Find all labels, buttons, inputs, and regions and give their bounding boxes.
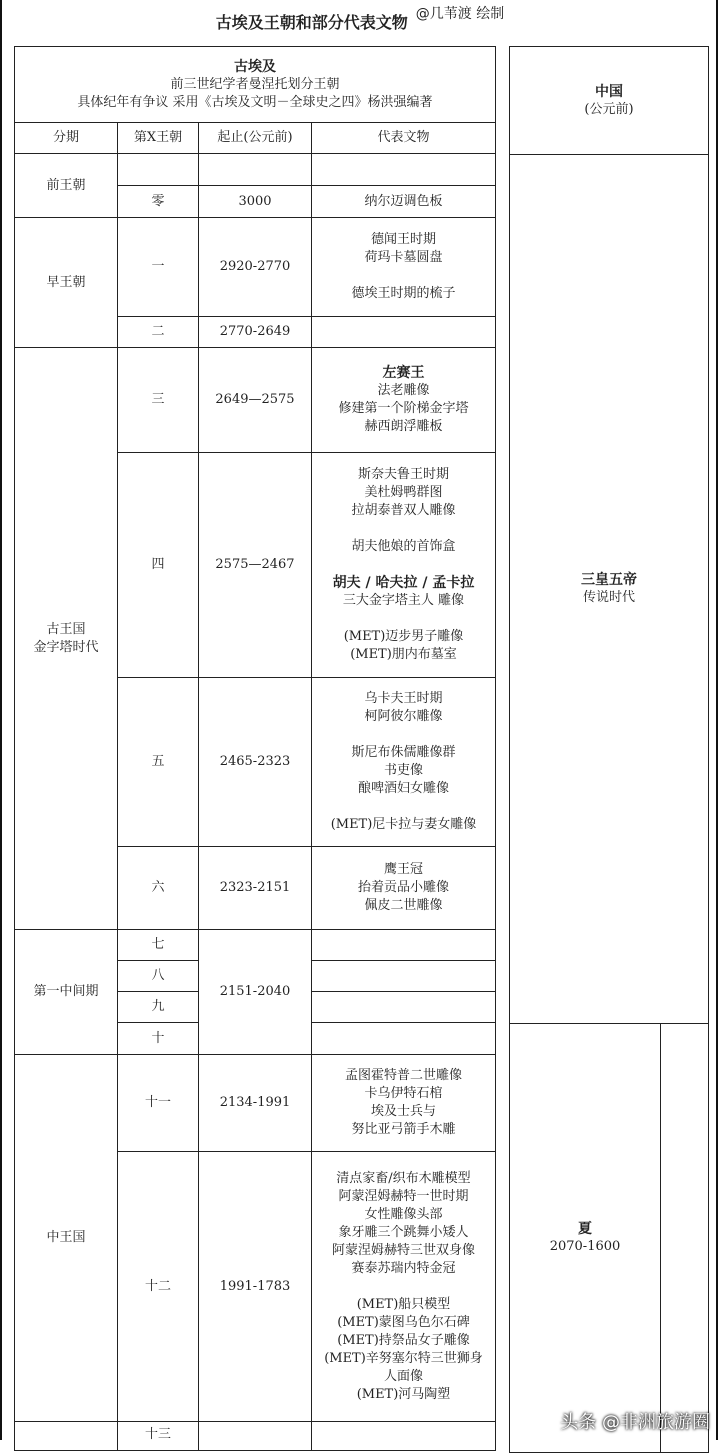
col-header-period (14, 122, 118, 154)
artifact-cell-2 (311, 316, 496, 348)
dynasty-cell-2 (117, 316, 199, 348)
range-label: 2770-2649 (219, 324, 291, 339)
artifact-text: 斯奈夫鲁王时期 (357, 467, 449, 482)
artifact-cell-12 (311, 1151, 496, 1422)
range-cell-0 (198, 185, 312, 218)
artifact-text: 德埃王时期的梳子 (351, 286, 456, 301)
dynasty-label: 零 (151, 193, 165, 209)
dynasty-label: 二 (151, 324, 165, 339)
period-middle-label: 中王国 (46, 1230, 86, 1245)
dynasty-cell-5 (117, 677, 199, 847)
dynasty-cell-10 (117, 1022, 199, 1055)
dynasty-label: 九 (151, 999, 165, 1014)
artifact-text: 埃及士兵与 (370, 1104, 436, 1119)
china-title: 中国 (595, 83, 623, 100)
dynasty-label: 七 (151, 937, 165, 952)
range-cell-6 (198, 846, 312, 930)
artifact-text: 赫西朗浮雕板 (364, 419, 443, 434)
egypt-header (14, 46, 496, 123)
artifact-text: 阿蒙涅姆赫特三世双身像 (331, 1242, 475, 1258)
artifact-cell-0 (311, 185, 496, 218)
range-label: 1991-1783 (219, 1278, 291, 1294)
china-side-cell (660, 1023, 709, 1453)
artifact-text: 三大金字塔主人 雕像 (342, 593, 465, 608)
artifact-text: 斯尼布侏儒雕像群 (351, 745, 456, 760)
artifact-heading: 左赛王 (382, 365, 425, 381)
artifact-text: 修建第一个阶梯金字塔 (338, 401, 469, 416)
china-era-range: 2070-1600 (549, 1239, 621, 1254)
china-era-title: 夏 (578, 1221, 592, 1237)
artifact-cell-9 (311, 991, 496, 1023)
period-predynastic-label: 前王朝 (46, 177, 86, 193)
range-cell-12 (198, 1151, 312, 1422)
col-header-range (198, 122, 312, 154)
artifact-cell-5 (311, 677, 496, 847)
period-old-kingdom (14, 347, 118, 930)
range-cell-13 (198, 1421, 312, 1451)
dynasty-cell-blank (117, 153, 199, 186)
col-header-dynasty (117, 122, 199, 154)
artifact-text: 柯阿彼尔雕像 (364, 709, 443, 724)
dynasty-cell-4 (117, 452, 199, 678)
dynasty-cell-12 (117, 1151, 199, 1422)
egypt-subtitle: 前三世纪学者曼涅托划分王朝 (170, 76, 340, 92)
china-sanhuang-cell (509, 154, 709, 1024)
page-header (0, 0, 720, 44)
artifact-cell-11 (311, 1054, 496, 1152)
artifact-text: (MET)河马陶塑 (356, 1386, 451, 1402)
artifact-text: 卡乌伊特石棺 (364, 1086, 443, 1101)
period-old-label: 古王国 (46, 621, 86, 637)
period-first-intermediate-label: 第一中间期 (33, 984, 99, 999)
dynasty-label: 十 (151, 1030, 165, 1046)
egypt-source-note: 具体纪年有争议 采用《古埃及文明－全球史之四》杨洪强编著 (77, 94, 433, 110)
artifact-cell-8 (311, 960, 496, 992)
dynasty-cell-11 (117, 1054, 199, 1152)
col-header-artifacts (311, 122, 496, 154)
artifact-cell-7 (311, 929, 496, 961)
range-cell-2 (198, 316, 312, 348)
dynasty-cell-6 (117, 846, 199, 930)
period-first-intermediate (14, 929, 118, 1055)
range-label: 3000 (238, 193, 272, 209)
watermark: 头条 @非洲旅游圈 (560, 1412, 710, 1433)
artifact-text: 胡夫他娘的首饰盒 (351, 539, 456, 554)
artifact-text: 女性雕像头部 (364, 1206, 443, 1222)
col-header-period-label: 分期 (52, 130, 79, 145)
artifact-text: 乌卡夫王时期 (364, 691, 443, 706)
artifact-text: 鹰王冠 (383, 862, 423, 877)
china-xia-cell (509, 1023, 661, 1453)
page-title: 古埃及王朝和部分代表文物 (215, 13, 408, 32)
range-label: 2465-2323 (219, 754, 291, 769)
dynasty-cell-9 (117, 991, 199, 1023)
artifact-cell-3 (311, 347, 496, 453)
dynasty-label: 六 (151, 880, 165, 895)
col-header-range-label: 起止(公元前) (217, 130, 293, 145)
range-label: 2151-2040 (219, 984, 291, 999)
range-label: 2134-1991 (219, 1095, 291, 1110)
artifact-text: (MET)蒙图乌色尔石碑 (337, 1314, 470, 1330)
dynasty-label: 十三 (144, 1427, 171, 1442)
artifact-text: 抬着贡品小雕像 (357, 880, 449, 895)
artifact-text: 努比亚弓箭手木雕 (351, 1122, 456, 1137)
dynasty-label: 一 (151, 259, 165, 274)
dynasty-cell-0 (117, 185, 199, 218)
range-cell-7-10 (198, 929, 312, 1055)
artifact-cell-6 (311, 846, 496, 930)
range-label: 2575—2467 (215, 557, 295, 572)
artifact-text: 法老雕像 (377, 383, 430, 398)
artifact-text: 荷玛卡墓圆盘 (364, 250, 443, 265)
col-header-artifacts-label: 代表文物 (377, 130, 430, 145)
dynasty-label: 十二 (144, 1278, 171, 1294)
dynasty-cell-3 (117, 347, 199, 453)
artifact-text: (MET)尼卡拉与妻女雕像 (330, 817, 477, 832)
artifact-text: 清点家畜/织布木雕模型 (336, 1170, 471, 1186)
dynasty-label: 三 (151, 392, 165, 407)
artifact-text: (MET)朋内布墓室 (350, 647, 457, 662)
left-edge-line (0, 0, 2, 1440)
period-predynastic (14, 153, 118, 218)
artifact-text: 酿啤酒妇女雕像 (357, 781, 449, 796)
china-header (509, 46, 709, 155)
artifact-heading: 胡夫 / 哈夫拉 / 孟卡拉 (332, 575, 475, 591)
artifact-text: 佩皮二世雕像 (364, 898, 443, 913)
dynasty-label: 五 (151, 754, 165, 769)
artifact-text: (MET)持祭品女子雕像 (337, 1332, 470, 1348)
range-cell-3 (198, 347, 312, 453)
artifact-text: (MET)船只模型 (356, 1296, 451, 1312)
artifact-text: 纳尔迈调色板 (364, 193, 443, 209)
period-middle-kingdom (14, 1054, 118, 1422)
range-cell-5 (198, 677, 312, 847)
artifact-cell-10 (311, 1022, 496, 1055)
right-edge-line (716, 0, 718, 1440)
range-label: 2649—2575 (215, 392, 295, 407)
artifact-text: 人面像 (383, 1368, 423, 1384)
dynasty-label: 四 (151, 557, 165, 572)
china-era-subtitle: 传说时代 (582, 590, 635, 605)
dynasty-label: 八 (151, 968, 165, 983)
artifact-cell-blank (311, 153, 496, 186)
range-cell-11 (198, 1054, 312, 1152)
range-cell-blank (198, 153, 312, 186)
period-old-sublabel: 金字塔时代 (33, 639, 99, 655)
range-cell-1 (198, 217, 312, 317)
egypt-title: 古埃及 (234, 58, 276, 75)
range-label: 2323-2151 (219, 880, 291, 895)
china-subtitle: (公元前) (584, 101, 634, 117)
artifact-text: 象牙雕三个跳舞小矮人 (338, 1224, 469, 1240)
range-label: 2920-2770 (219, 259, 291, 274)
artifact-text: 孟图霍特普二世雕像 (344, 1068, 462, 1083)
artifact-cell-1 (311, 217, 496, 317)
dynasty-label: 十一 (144, 1095, 171, 1110)
china-era-title: 三皇五帝 (581, 572, 637, 588)
artifact-text: 拉胡泰普双人雕像 (351, 503, 456, 518)
dynasty-cell-7 (117, 929, 199, 961)
artifact-text: 德闻王时期 (370, 232, 436, 247)
artifact-text: (MET)迈步男子雕像 (343, 629, 464, 644)
artifact-text: 阿蒙涅姆赫特一世时期 (338, 1188, 469, 1204)
period-cell-next (14, 1421, 118, 1451)
artifact-text: 赛泰苏瑞内特金冠 (351, 1260, 456, 1276)
period-early-dynastic (14, 217, 118, 348)
col-header-dynasty-label: 第X王朝 (133, 130, 183, 145)
range-cell-4 (198, 452, 312, 678)
artifact-text: (MET)辛努塞尔特三世狮身 (324, 1350, 483, 1366)
artifact-text: 美杜姆鸭群图 (364, 485, 443, 500)
artifact-cell-4 (311, 452, 496, 678)
artifact-cell-13 (311, 1421, 496, 1451)
period-early-label: 早王朝 (46, 274, 86, 290)
dynasty-cell-8 (117, 960, 199, 992)
dynasty-cell-13 (117, 1421, 199, 1451)
dynasty-cell-1 (117, 217, 199, 317)
artifact-text: 书吏像 (383, 763, 423, 778)
author-credit: @几苇渡 绘制 (415, 6, 505, 22)
